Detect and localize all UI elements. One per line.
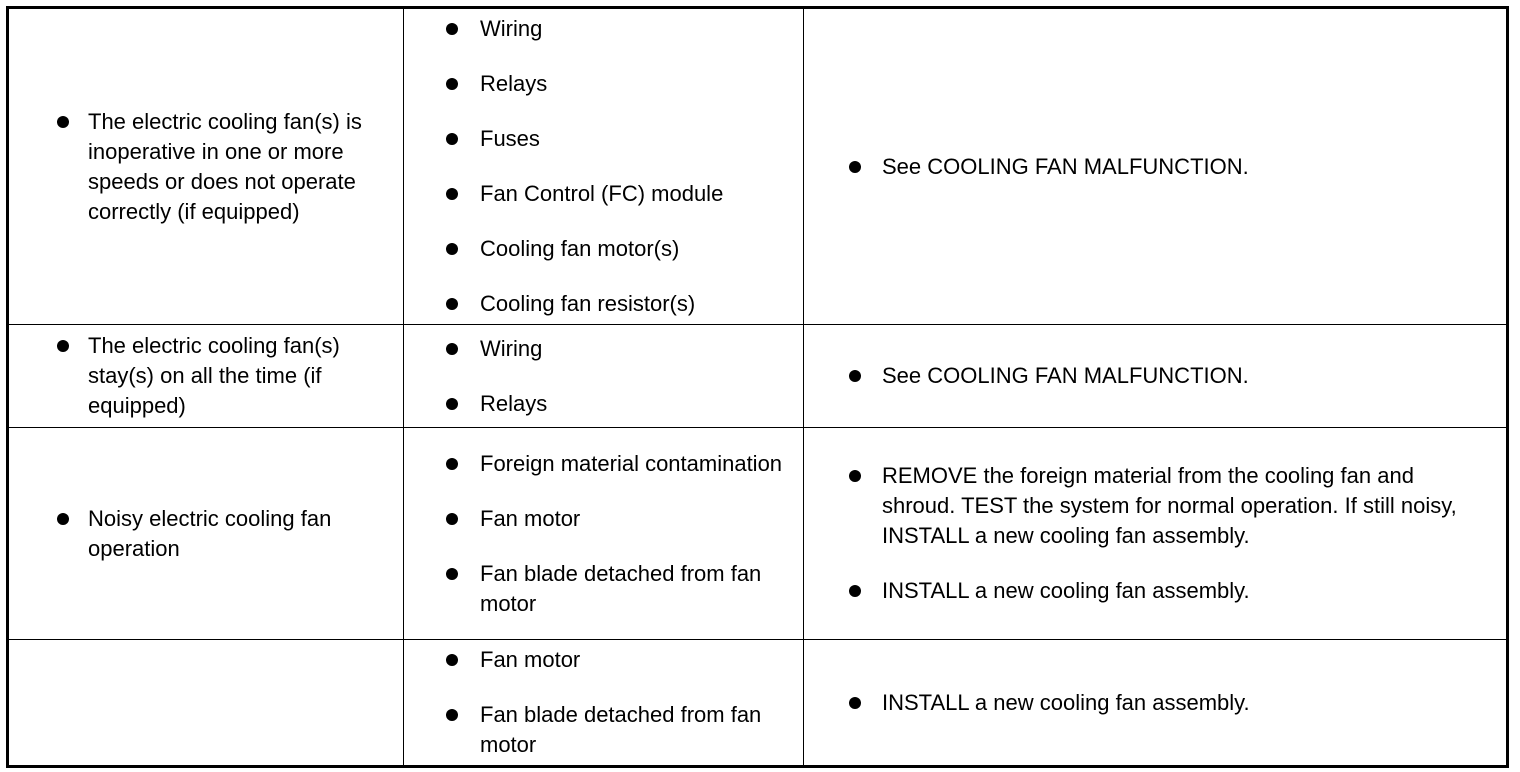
action-list — [804, 361, 1506, 391]
list-item — [849, 576, 1486, 606]
table-row — [8, 325, 1508, 428]
action-cell — [804, 325, 1508, 428]
cause-list — [404, 14, 803, 319]
list-item — [57, 107, 383, 227]
list-item — [446, 289, 785, 319]
list-item — [446, 700, 785, 760]
bullet-icon — [446, 133, 458, 145]
cause-text: Cooling fan resistor(s) — [480, 291, 696, 316]
cause-text: Fan motor — [480, 505, 581, 531]
bullet-icon — [446, 709, 458, 721]
condition-list — [9, 504, 403, 564]
list-item — [57, 504, 383, 564]
list-item — [446, 234, 785, 264]
bullet-icon — [849, 370, 861, 382]
list-item — [446, 124, 785, 154]
condition-list — [9, 107, 403, 227]
cause-cell — [404, 8, 804, 325]
cause-cell — [404, 428, 804, 640]
list-item — [849, 461, 1486, 551]
action-cell — [804, 640, 1508, 767]
cause-text: Fan motor — [480, 647, 581, 672]
action-list — [804, 152, 1506, 182]
bullet-icon — [446, 343, 458, 355]
condition-cell — [8, 8, 404, 325]
cause-list — [404, 334, 803, 419]
condition-cell — [8, 428, 404, 640]
cause-text: Fan blade detached from fan motor — [480, 560, 762, 616]
action-text: See COOLING FAN MALFUNCTION. — [882, 363, 1249, 388]
cause-cell — [404, 325, 804, 428]
bullet-icon — [57, 116, 69, 128]
cause-list — [404, 645, 803, 760]
cause-text: Relays — [480, 71, 548, 96]
bullet-icon — [849, 161, 861, 173]
bullet-icon — [446, 298, 458, 310]
cause-text: Relays — [480, 390, 548, 416]
table-row — [8, 8, 1508, 325]
list-item — [446, 645, 785, 675]
cause-text: Wiring — [480, 335, 543, 361]
list-item — [446, 14, 785, 44]
condition-text: The electric cooling fan(s) is inoperative in one or more speeds or does not operate correctly (if equipped) — [88, 108, 362, 224]
list-item — [446, 179, 785, 209]
cause-text: Cooling fan motor(s) — [480, 236, 680, 261]
cause-cell — [404, 640, 804, 767]
list-item — [446, 334, 785, 364]
bullet-icon — [446, 654, 458, 666]
action-list — [804, 688, 1506, 718]
condition-cell — [8, 325, 404, 428]
list-item — [446, 449, 785, 479]
action-cell — [804, 8, 1508, 325]
cause-list — [404, 449, 803, 619]
list-item — [849, 361, 1486, 391]
list-item — [849, 688, 1486, 718]
cause-text: Fan Control (FC) module — [480, 181, 724, 206]
action-text: See COOLING FAN MALFUNCTION. — [882, 153, 1249, 179]
list-item — [849, 152, 1486, 182]
bullet-icon — [57, 340, 69, 352]
bullet-icon — [446, 188, 458, 200]
action-text: INSTALL a new cooling fan assembly. — [882, 689, 1250, 715]
table-row — [8, 640, 1508, 767]
bullet-icon — [446, 243, 458, 255]
table-row — [8, 428, 1508, 640]
condition-text: Noisy electric cooling fan operation — [88, 505, 332, 561]
condition-cell — [8, 640, 404, 767]
cause-text: Fan blade detached from fan motor — [480, 702, 762, 757]
action-cell — [804, 428, 1508, 640]
bullet-icon — [446, 23, 458, 35]
bullet-icon — [446, 398, 458, 410]
cause-text: Fuses — [480, 126, 540, 151]
list-item — [57, 331, 383, 421]
bullet-icon — [446, 513, 458, 525]
action-text: REMOVE the foreign material from the cooling fan and shroud. TEST the system for normal operation. If still noisy, INSTALL a new cooling fan assembly. — [882, 463, 1457, 548]
bullet-icon — [849, 470, 861, 482]
action-text: INSTALL a new cooling fan assembly. — [882, 578, 1250, 603]
action-list — [804, 461, 1506, 606]
condition-list — [9, 331, 403, 421]
bullet-icon — [446, 78, 458, 90]
bullet-icon — [849, 585, 861, 597]
list-item — [446, 389, 785, 419]
bullet-icon — [57, 513, 69, 525]
list-item — [446, 504, 785, 534]
list-item — [446, 69, 785, 99]
bullet-icon — [446, 458, 458, 470]
bullet-icon — [849, 697, 861, 709]
condition-text: The electric cooling fan(s) stay(s) on all the time (if equipped) — [88, 333, 340, 418]
bullet-icon — [446, 568, 458, 580]
diagnostic-table — [6, 6, 1509, 768]
cause-text: Foreign material contamination — [480, 450, 783, 476]
list-item — [446, 559, 785, 619]
cause-text: Wiring — [480, 16, 543, 41]
